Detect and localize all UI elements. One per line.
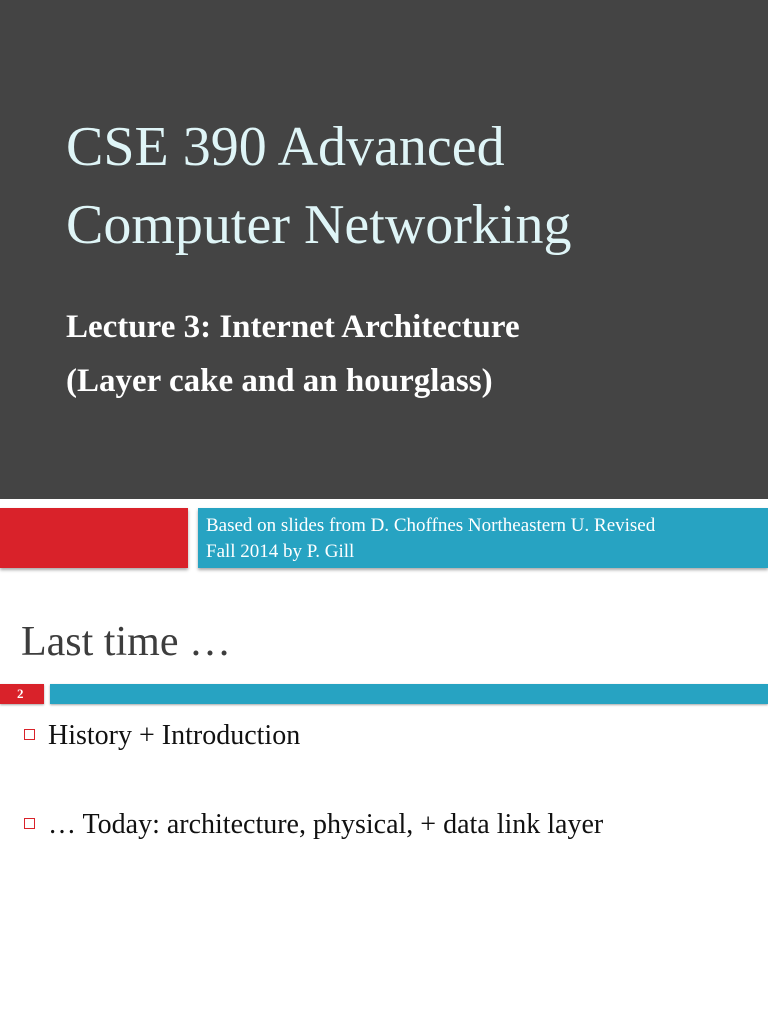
slide-title-line-2: Computer Networking — [66, 194, 572, 256]
content-slide — [0, 584, 768, 1024]
square-bullet-icon — [24, 818, 35, 829]
slide-title — [66, 108, 746, 264]
credit-line-1: Based on slides from D. Choffnes Northeastern U. Revised — [206, 515, 656, 536]
slide-number-badge — [0, 684, 44, 704]
title-slide-header-background — [0, 0, 768, 499]
list-item — [24, 808, 754, 844]
list-item — [24, 719, 754, 755]
slide-number: 2 — [17, 686, 24, 701]
credit-text — [206, 513, 762, 565]
content-slide-title: Last time … — [21, 619, 231, 665]
credit-banner — [198, 508, 768, 568]
red-accent-block — [0, 508, 188, 568]
credit-line-2: Fall 2014 by P. Gill — [206, 541, 355, 562]
teal-divider-bar — [50, 684, 768, 704]
bullet-text: History + Introduction — [48, 720, 301, 751]
slide-subtitle — [66, 300, 746, 408]
bullet-text: … Today: architecture, physical, + data link layer — [48, 809, 604, 840]
slide-subtitle-line-1: Lecture 3: Internet Architecture — [66, 309, 520, 345]
slide-title-line-1: CSE 390 Advanced — [66, 116, 505, 178]
square-bullet-icon — [24, 729, 35, 740]
slide-subtitle-line-2: (Layer cake and an hourglass) — [66, 363, 493, 399]
